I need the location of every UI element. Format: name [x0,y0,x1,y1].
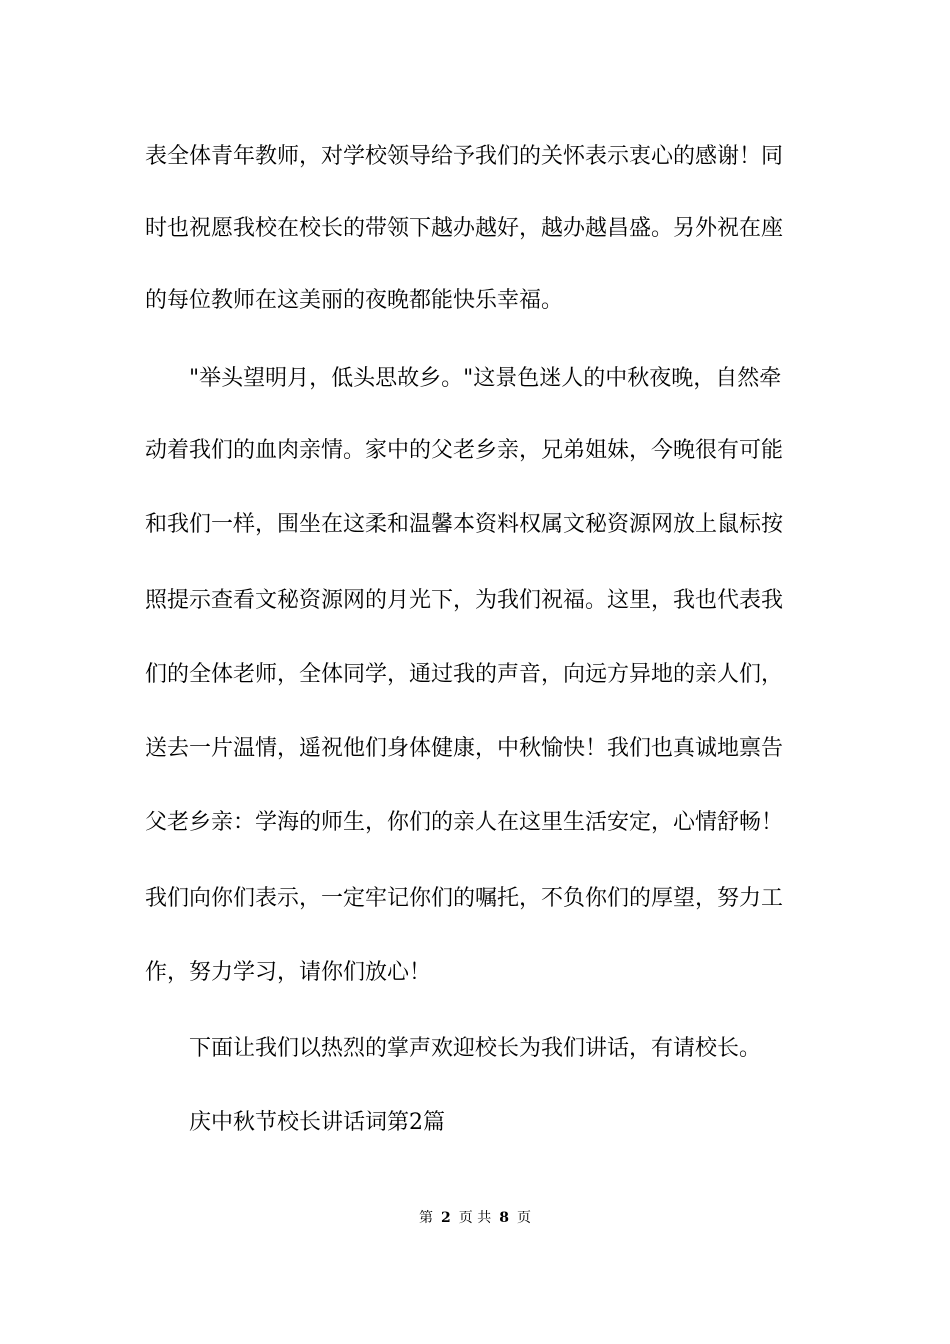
paragraph-2-line-6: 送去一片温情，遥祝他们身体健康，中秋愉快！我们也真诚地禀告 [145,736,784,761]
page-number-footer [0,1208,950,1228]
paragraph-2-line-1: "举头望明月，低头思故乡。"这景色迷人的中秋夜晚，自然牵 [189,366,782,391]
footer-current-page: 2 [441,1210,451,1226]
footer-total-pages: 8 [499,1210,509,1226]
paragraph-2-line-9: 作，努力学习，请你们放心！ [145,960,432,985]
paragraph-2-line-5: 们的全体老师，全体同学，通过我的声音，向远方异地的亲人们， [145,662,784,687]
paragraph-2-line-7: 父老乡亲：学海的师生，你们的亲人在这里生活安定，心情舒畅！ [145,810,784,835]
footer-prefix: 第 [419,1210,434,1226]
paragraph-2-line-8: 我们向你们表示，一定牢记你们的嘱托，不负你们的厚望，努力工 [145,886,784,911]
section-heading: 庆中秋节校长讲话词第2篇 [189,1110,445,1135]
paragraph-2-line-2: 动着我们的血肉亲情。家中的父老乡亲，兄弟姐妹，今晚很有可能 [145,438,784,463]
paragraph-2-line-3: 和我们一样，围坐在这柔和温馨本资料权属文秘资源网放上鼠标按 [145,512,784,537]
footer-suffix: 页 [516,1210,531,1226]
footer-middle: 页 共 [458,1210,492,1226]
paragraph-2-line-4: 照提示查看文秘资源网的月光下，为我们祝福。这里，我也代表我 [145,588,784,613]
paragraph-1-line-3: 的每位教师在这美丽的夜晚都能快乐幸福。 [145,288,564,313]
paragraph-1-line-1: 表全体青年教师，对学校领导给予我们的关怀表示衷心的感谢！同 [145,144,784,169]
paragraph-3-line-1: 下面让我们以热烈的掌声欢迎校长为我们讲话，有请校长。 [189,1036,762,1061]
paragraph-1-line-2: 时也祝愿我校在校长的带领下越办越好，越办越昌盛。另外祝在座 [145,216,784,241]
